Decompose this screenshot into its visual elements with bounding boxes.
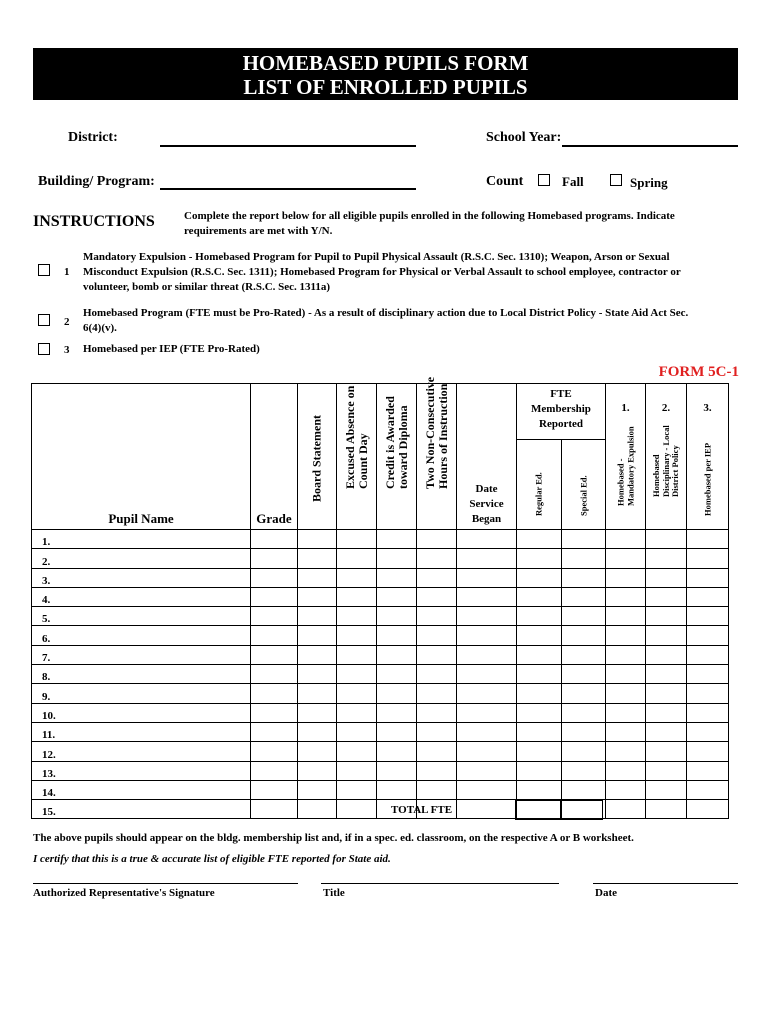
option-1-line-1: Mandatory Expulsion - Homebased Program for Pupil to Pupil Physical Assault (R.S.C. Sec. 1310); Weapon, Arson or Sexual [83, 251, 670, 263]
homebased-mandatory-cell[interactable] [606, 530, 646, 549]
credit-awarded-line-1: Credit is Awarded [382, 396, 397, 489]
two-non-consecutive-cell[interactable] [417, 703, 457, 722]
col-1-number: 1. [621, 402, 630, 414]
excused-absence-cell[interactable] [337, 722, 377, 741]
col-1-line-1: Homebased - [615, 458, 625, 506]
homebased-iep-cell[interactable] [687, 722, 729, 741]
col-2-line-1: Homebased [650, 454, 661, 497]
excused-absence-cell[interactable] [337, 703, 377, 722]
credit-awarded-cell[interactable] [377, 761, 417, 780]
grade-cell[interactable] [251, 722, 298, 741]
grade-cell[interactable] [251, 703, 298, 722]
option-1-line-2: Misconduct Expulsion (R.S.C. Sec. 1311); Homebased Program for Physical or Verbal Assault to school employee, contractor or [83, 266, 681, 278]
table-row [32, 530, 729, 549]
homebased-mandatory-cell[interactable] [606, 626, 646, 645]
grade-cell[interactable] [251, 549, 298, 568]
pupil-name-cell[interactable] [66, 703, 251, 722]
pupil-name-cell[interactable] [66, 645, 251, 664]
homebased-disciplinary-cell[interactable] [646, 607, 687, 626]
homebased-disciplinary-cell[interactable] [646, 530, 687, 549]
regular-ed-cell[interactable] [517, 587, 562, 606]
title-line-2: LIST OF ENROLLED PUPILS [243, 75, 528, 99]
district-label: District: [68, 130, 118, 145]
date-service-began-cell[interactable] [457, 703, 517, 722]
board-statement-cell[interactable] [298, 607, 337, 626]
total-fte-cells [515, 800, 603, 820]
row-number: 3. [32, 568, 66, 587]
row-number: 15. [32, 800, 66, 819]
homebased-disciplinary-cell[interactable] [646, 780, 687, 799]
credit-awarded-cell[interactable] [377, 607, 417, 626]
school-year-label: School Year: [486, 130, 562, 145]
pupil-name-cell[interactable] [66, 780, 251, 799]
homebased-iep-cell[interactable] [687, 568, 729, 587]
board-statement-cell[interactable] [298, 568, 337, 587]
two-non-consecutive-cell[interactable] [417, 568, 457, 587]
grade-cell[interactable] [251, 780, 298, 799]
form-number: FORM 5C-1 [658, 364, 739, 380]
regular-ed-cell[interactable] [517, 665, 562, 684]
date-service-began-cell[interactable] [457, 607, 517, 626]
option-2-text [83, 306, 688, 336]
board-statement-cell[interactable] [298, 665, 337, 684]
grade-cell[interactable] [251, 742, 298, 761]
board-statement-cell[interactable] [298, 722, 337, 741]
pupil-name-cell[interactable] [66, 665, 251, 684]
row-number: 12. [32, 742, 66, 761]
excused-absence-header [337, 384, 377, 530]
excused-absence-cell[interactable] [337, 530, 377, 549]
grade-cell[interactable] [251, 800, 298, 819]
special-ed-cell[interactable] [562, 780, 606, 799]
board-statement-cell[interactable] [298, 626, 337, 645]
regular-ed-cell[interactable] [517, 549, 562, 568]
credit-awarded-cell[interactable] [377, 703, 417, 722]
date-service-began-cell[interactable] [457, 722, 517, 741]
school-year-field[interactable] [562, 145, 738, 147]
special-ed-cell[interactable] [562, 587, 606, 606]
grade-header [251, 384, 298, 530]
instructions-heading: INSTRUCTIONS [33, 213, 155, 230]
two-non-consecutive-line-2: Hours of Instruction [435, 383, 450, 489]
two-non-consecutive-line-1: Two Non-Consecutive [422, 376, 437, 489]
excused-absence-cell[interactable] [337, 587, 377, 606]
date-service-began-header [457, 384, 517, 530]
regular-ed-cell[interactable] [517, 742, 562, 761]
board-statement-cell[interactable] [298, 530, 337, 549]
building-program-field[interactable] [160, 188, 416, 190]
pupil-name-cell[interactable] [66, 587, 251, 606]
table-row [32, 722, 729, 741]
two-non-consecutive-cell[interactable] [417, 587, 457, 606]
credit-awarded-line-2: toward Diploma [395, 405, 410, 489]
building-program-label: Building/ Program: [38, 174, 155, 189]
table-header-row [32, 384, 729, 530]
option-3-number: 3 [64, 344, 70, 356]
homebased-disciplinary-cell[interactable] [646, 800, 687, 819]
fte-line-1: FTE [550, 388, 572, 400]
grade-header-text: Grade [256, 511, 292, 526]
homebased-iep-cell[interactable] [687, 684, 729, 703]
board-statement-header [298, 384, 337, 530]
date-service-line-2: Service [469, 498, 504, 510]
row-number: 4. [32, 587, 66, 606]
special-ed-cell[interactable] [562, 530, 606, 549]
date-service-began-cell[interactable] [457, 761, 517, 780]
fall-checkbox[interactable] [538, 174, 550, 186]
homebased-iep-cell[interactable] [687, 703, 729, 722]
option-2-line-2: 6(4)(v). [83, 322, 117, 334]
homebased-disciplinary-cell[interactable] [646, 703, 687, 722]
homebased-mandatory-header [606, 384, 646, 530]
date-label: Date [595, 887, 617, 899]
excused-absence-cell[interactable] [337, 742, 377, 761]
count-label: Count [486, 174, 524, 189]
grade-cell[interactable] [251, 761, 298, 780]
fte-membership-header [517, 384, 606, 530]
grade-cell[interactable] [251, 645, 298, 664]
board-statement-cell[interactable] [298, 549, 337, 568]
homebased-iep-cell[interactable] [687, 665, 729, 684]
certify-statement: I certify that this is a true & accurate list of eligible FTE reported for State aid. [33, 853, 391, 865]
table-row [32, 665, 729, 684]
pupil-name-header-text: Pupil Name [108, 511, 174, 526]
two-non-consecutive-cell[interactable] [417, 761, 457, 780]
board-statement-cell[interactable] [298, 742, 337, 761]
total-fte-label: TOTAL FTE [391, 804, 453, 816]
homebased-disciplinary-cell[interactable] [646, 549, 687, 568]
pupil-name-cell[interactable] [66, 626, 251, 645]
two-non-consecutive-cell[interactable] [417, 530, 457, 549]
two-non-consecutive-cell[interactable] [417, 665, 457, 684]
board-statement-cell[interactable] [298, 587, 337, 606]
homebased-iep-cell[interactable] [687, 800, 729, 819]
table-row [32, 645, 729, 664]
regular-ed-cell[interactable] [517, 530, 562, 549]
title-label: Title [323, 887, 345, 899]
grade-cell[interactable] [251, 587, 298, 606]
instructions-intro-line-2: requirements are met with Y/N. [184, 225, 333, 237]
pupils-table [31, 376, 729, 819]
homebased-mandatory-cell[interactable] [606, 587, 646, 606]
regular-ed-cell[interactable] [517, 780, 562, 799]
option-1-number: 1 [64, 266, 70, 278]
homebased-iep-cell[interactable] [687, 780, 729, 799]
homebased-disciplinary-cell[interactable] [646, 742, 687, 761]
credit-awarded-cell[interactable] [377, 645, 417, 664]
row-number: 1. [32, 530, 66, 549]
row-number: 8. [32, 665, 66, 684]
option-2-line-1: Homebased Program (FTE must be Pro-Rated) - As a result of disciplinary action due to Local District Policy - State Aid Act Sec. [83, 307, 689, 319]
two-non-consecutive-cell[interactable] [417, 626, 457, 645]
date-service-began-cell[interactable] [457, 800, 517, 819]
homebased-mandatory-cell[interactable] [606, 722, 646, 741]
two-non-consecutive-cell[interactable] [417, 549, 457, 568]
date-service-began-cell[interactable] [457, 742, 517, 761]
board-statement-cell[interactable] [298, 780, 337, 799]
option-1-text [83, 250, 681, 295]
excused-absence-line-1: Excused Absence on [342, 385, 357, 489]
date-service-began-cell[interactable] [457, 530, 517, 549]
date-service-began-cell[interactable] [457, 568, 517, 587]
credit-awarded-cell[interactable] [377, 722, 417, 741]
row-number: 14. [32, 780, 66, 799]
fte-line-2: Membership [531, 403, 591, 415]
two-non-consecutive-cell[interactable] [417, 742, 457, 761]
option-3-checkbox[interactable] [38, 343, 50, 355]
table-row [32, 568, 729, 587]
regular-ed-header [517, 440, 562, 529]
homebased-iep-cell[interactable] [687, 549, 729, 568]
homebased-iep-cell[interactable] [687, 626, 729, 645]
excused-absence-cell[interactable] [337, 568, 377, 587]
table-row [32, 684, 729, 703]
two-non-consecutive-header [417, 376, 457, 530]
date-line[interactable] [593, 883, 738, 884]
table-row [32, 703, 729, 722]
option-1-line-3: volunteer, bomb or similar threat (R.S.C. Sec. 1311a) [83, 281, 331, 293]
col-2-number: 2. [661, 402, 671, 414]
special-ed-cell[interactable] [562, 665, 606, 684]
pupil-name-cell[interactable] [66, 568, 251, 587]
regular-ed-cell[interactable] [517, 568, 562, 587]
date-service-began-cell[interactable] [457, 665, 517, 684]
row-number: 13. [32, 761, 66, 780]
total-regular-ed-cell[interactable] [516, 801, 561, 820]
option-1-checkbox[interactable] [38, 264, 50, 276]
board-statement-cell[interactable] [298, 800, 337, 819]
special-ed-cell[interactable] [562, 549, 606, 568]
homebased-mandatory-cell[interactable] [606, 761, 646, 780]
homebased-disciplinary-cell[interactable] [646, 587, 687, 606]
instructions-intro [184, 209, 675, 239]
homebased-iep-header [687, 384, 729, 530]
signature-label: Authorized Representative's Signature [33, 887, 215, 899]
grade-cell[interactable] [251, 607, 298, 626]
table-row [32, 742, 729, 761]
date-service-began-cell[interactable] [457, 780, 517, 799]
spring-label: Spring [630, 175, 668, 190]
regular-ed-cell[interactable] [517, 626, 562, 645]
excused-absence-cell[interactable] [337, 780, 377, 799]
special-ed-header [562, 440, 605, 529]
homebased-disciplinary-cell[interactable] [646, 665, 687, 684]
homebased-disciplinary-cell[interactable] [646, 684, 687, 703]
excused-absence-cell[interactable] [337, 684, 377, 703]
special-ed-cell[interactable] [562, 568, 606, 587]
special-ed-cell[interactable] [562, 607, 606, 626]
homebased-disciplinary-cell[interactable] [646, 761, 687, 780]
homebased-mandatory-cell[interactable] [606, 665, 646, 684]
table-row [32, 780, 729, 799]
special-ed-cell[interactable] [562, 645, 606, 664]
col-3-number: 3. [703, 402, 712, 414]
date-service-began-cell[interactable] [457, 549, 517, 568]
col-2-line-2: Disciplinary - Local [660, 424, 671, 497]
homebased-disciplinary-cell[interactable] [646, 626, 687, 645]
excused-absence-line-2: Count Day [355, 433, 370, 489]
pupil-name-cell[interactable] [66, 722, 251, 741]
grade-cell[interactable] [251, 684, 298, 703]
two-non-consecutive-cell[interactable] [417, 684, 457, 703]
pupil-name-header [32, 384, 251, 530]
homebased-mandatory-cell[interactable] [606, 684, 646, 703]
homebased-iep-cell[interactable] [687, 742, 729, 761]
credit-awarded-header [377, 384, 417, 530]
homebased-iep-cell[interactable] [687, 761, 729, 780]
pupil-name-cell[interactable] [66, 684, 251, 703]
pupil-name-cell[interactable] [66, 761, 251, 780]
homebased-disciplinary-cell[interactable] [646, 722, 687, 741]
pupil-name-cell[interactable] [66, 800, 251, 819]
row-number: 10. [32, 703, 66, 722]
date-service-began-cell[interactable] [457, 626, 517, 645]
board-statement-cell[interactable] [298, 761, 337, 780]
form-title [33, 48, 738, 100]
homebased-mandatory-cell[interactable] [606, 549, 646, 568]
pupil-name-cell[interactable] [66, 530, 251, 549]
grade-cell[interactable] [251, 530, 298, 549]
row-number: 7. [32, 645, 66, 664]
col-1-line-2: Mandatory Expulsion [624, 426, 635, 506]
spring-checkbox[interactable] [610, 174, 622, 186]
regular-ed-text: Regular Ed. [533, 471, 544, 516]
homebased-disciplinary-header [646, 384, 687, 530]
regular-ed-cell[interactable] [517, 722, 562, 741]
col-2-line-3: District Policy [669, 444, 680, 497]
homebased-iep-cell[interactable] [687, 530, 729, 549]
pupil-name-cell[interactable] [66, 607, 251, 626]
option-2-checkbox[interactable] [38, 314, 50, 326]
fte-line-3: Reported [539, 418, 583, 430]
credit-awarded-cell[interactable] [377, 568, 417, 587]
table-row [32, 549, 729, 568]
grade-cell[interactable] [251, 626, 298, 645]
row-number: 6. [32, 626, 66, 645]
board-statement-cell[interactable] [298, 645, 337, 664]
homebased-mandatory-cell[interactable] [606, 607, 646, 626]
date-service-line-3: Began [471, 513, 502, 525]
option-3-text: Homebased per IEP (FTE Pro-Rated) [83, 343, 260, 355]
special-ed-cell[interactable] [562, 684, 606, 703]
pupil-rows [32, 530, 729, 819]
excused-absence-cell[interactable] [337, 665, 377, 684]
excused-absence-cell[interactable] [337, 607, 377, 626]
excused-absence-cell[interactable] [337, 800, 377, 819]
homebased-mandatory-cell[interactable] [606, 703, 646, 722]
special-ed-cell[interactable] [562, 626, 606, 645]
homebased-iep-cell[interactable] [687, 645, 729, 664]
homebased-mandatory-cell[interactable] [606, 742, 646, 761]
table-row [32, 607, 729, 626]
excused-absence-cell[interactable] [337, 626, 377, 645]
grade-cell[interactable] [251, 665, 298, 684]
board-statement-cell[interactable] [298, 684, 337, 703]
homebased-mandatory-cell[interactable] [606, 568, 646, 587]
title-line[interactable] [321, 883, 559, 884]
homebased-iep-cell[interactable] [687, 607, 729, 626]
homebased-mandatory-cell[interactable] [606, 800, 646, 819]
signature-line[interactable] [33, 883, 298, 884]
col-3-line-1: Homebased per IEP [701, 442, 712, 516]
regular-ed-cell[interactable] [517, 607, 562, 626]
grade-cell[interactable] [251, 568, 298, 587]
board-statement-text: Board Statement [309, 415, 324, 502]
regular-ed-cell[interactable] [517, 645, 562, 664]
instructions-intro-line-1: Complete the report below for all eligible pupils enrolled in the following Homebased programs. Indicate [184, 210, 675, 222]
board-statement-cell[interactable] [298, 703, 337, 722]
table-row [32, 761, 729, 780]
credit-awarded-cell[interactable] [377, 684, 417, 703]
regular-ed-cell[interactable] [517, 684, 562, 703]
district-field[interactable] [160, 145, 416, 147]
date-service-began-cell[interactable] [457, 587, 517, 606]
two-non-consecutive-cell[interactable] [417, 722, 457, 741]
row-number: 9. [32, 684, 66, 703]
two-non-consecutive-cell[interactable] [417, 780, 457, 799]
date-service-began-cell[interactable] [457, 684, 517, 703]
special-ed-text: Special Ed. [577, 474, 588, 516]
special-ed-cell[interactable] [562, 703, 606, 722]
pupil-name-cell[interactable] [66, 742, 251, 761]
special-ed-cell[interactable] [562, 742, 606, 761]
excused-absence-cell[interactable] [337, 761, 377, 780]
excused-absence-cell[interactable] [337, 549, 377, 568]
two-non-consecutive-cell[interactable] [417, 607, 457, 626]
two-non-consecutive-cell[interactable] [417, 645, 457, 664]
date-service-began-cell[interactable] [457, 645, 517, 664]
table-row [32, 587, 729, 606]
row-number: 2. [32, 549, 66, 568]
row-number: 11. [32, 722, 66, 741]
total-special-ed-cell[interactable] [561, 801, 603, 820]
pupil-name-cell[interactable] [66, 549, 251, 568]
credit-awarded-cell[interactable] [377, 549, 417, 568]
credit-awarded-cell[interactable] [377, 530, 417, 549]
regular-ed-cell[interactable] [517, 761, 562, 780]
table-row [32, 626, 729, 645]
credit-awarded-cell[interactable] [377, 780, 417, 799]
date-service-line-1: Date [475, 483, 498, 495]
special-ed-cell[interactable] [562, 761, 606, 780]
credit-awarded-cell[interactable] [377, 587, 417, 606]
membership-note: The above pupils should appear on the bldg. membership list and, if in a spec. ed. classroom, on the respective A or B worksheet. [33, 832, 634, 844]
credit-awarded-cell[interactable] [377, 665, 417, 684]
row-number: 5. [32, 607, 66, 626]
homebased-iep-cell[interactable] [687, 587, 729, 606]
option-2-number: 2 [64, 316, 70, 328]
special-ed-cell[interactable] [562, 722, 606, 741]
table-row [32, 800, 729, 819]
credit-awarded-cell[interactable] [377, 626, 417, 645]
homebased-disciplinary-cell[interactable] [646, 645, 687, 664]
excused-absence-cell[interactable] [337, 645, 377, 664]
homebased-disciplinary-cell[interactable] [646, 568, 687, 587]
homebased-mandatory-cell[interactable] [606, 780, 646, 799]
title-line-1: HOMEBASED PUPILS FORM [242, 51, 529, 75]
credit-awarded-cell[interactable] [377, 742, 417, 761]
homebased-mandatory-cell[interactable] [606, 645, 646, 664]
fall-label: Fall [562, 174, 584, 189]
regular-ed-cell[interactable] [517, 703, 562, 722]
